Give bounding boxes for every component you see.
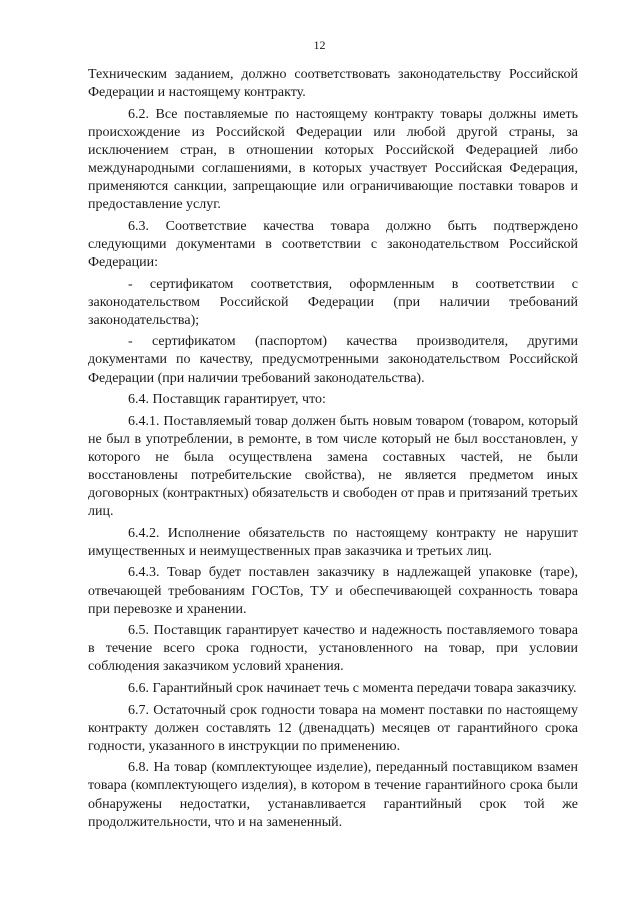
paragraph-6-3: 6.3. Соответствие качества товара должно быть подтверждено следующими документами в соответствии с законодательством Российской Федерации: (88, 218, 578, 270)
paragraph-6-4-2: 6.4.2. Исполнение обязательств по настоящему контракту не нарушит имущественных и неимущественных прав заказчика и третьих лиц. (88, 525, 578, 559)
paragraph-6-8: 6.8. На товар (комплектующее изделие), переданный поставщиком взамен товара (комплектующего изделия), в котором в течение гарантийного срока были обнаружены недостатки, устанавливается гарантийный срок той же продолжительности, что и на замененный. (88, 760, 578, 830)
paragraph-6-7: 6.7. Остаточный срок годности товара на момент поставки по настоящему контракту должен составлять 12 (двенадцать) месяцев от гарантийного срока годности, указанного в инструкции по применению. (88, 702, 578, 754)
paragraph-6-2: 6.2. Все поставляемые по настоящему контракту товары должны иметь происхождение из Российской Федерации или любой другой страны, за исключением стран, в отношении которых Российской Федерацией либо международными соглашениями, в которых участвует Российская Федерация, применяются санкции, запрещающие или ограничивающие поставки товаров и предоставление услуг. (88, 106, 578, 213)
paragraph-6-4-3: 6.4.3. Товар будет поставлен заказчику в надлежащей упаковке (таре), отвечающей требованиям ГОСТов, ТУ и обеспечивающей сохранность товара при перевозке и хранении. (88, 565, 578, 617)
document-body (88, 66, 578, 835)
list-item-certificate-quality: - сертификатом (паспортом) качества производителя, другими документами по качеству, предусмотренными законодательством Российской Федерации (при наличии требований законодательства). (88, 334, 578, 386)
paragraph-6-4: 6.4. Поставщик гарантирует, что: (128, 392, 326, 408)
page-number: 12 (313, 38, 326, 52)
paragraph-6-4-1: 6.4.1. Поставляемый товар должен быть новым товаром (товаром, который не был в употреблении, в ремонте, в том числе который не был восстановлен, у которого не была осуществлена замена составных частей, не были восстановлены потребительские свойства), не является предметом иных договорных (контрактных) обязательств и свободен от прав и притязаний третьих лиц. (88, 413, 578, 520)
paragraph-6-5: 6.5. Поставщик гарантирует качество и надежность поставляемого товара в течение всего срока годности, установленного на товар, при условии соблюдения заказчиком условий хранения. (88, 623, 578, 675)
list-item-certificate-conformity: - сертификатом соответствия, оформленным в соответствии с законодательством Российской Федерации (при наличии требований законодательства); (88, 276, 578, 328)
paragraph-6-6: 6.6. Гарантийный срок начинает течь с момента передачи товара заказчику. (128, 681, 577, 696)
paragraph-continuation: Техническим заданием, должно соответствовать законодательству Российской Федерации и настоящему контракту. (88, 67, 578, 101)
